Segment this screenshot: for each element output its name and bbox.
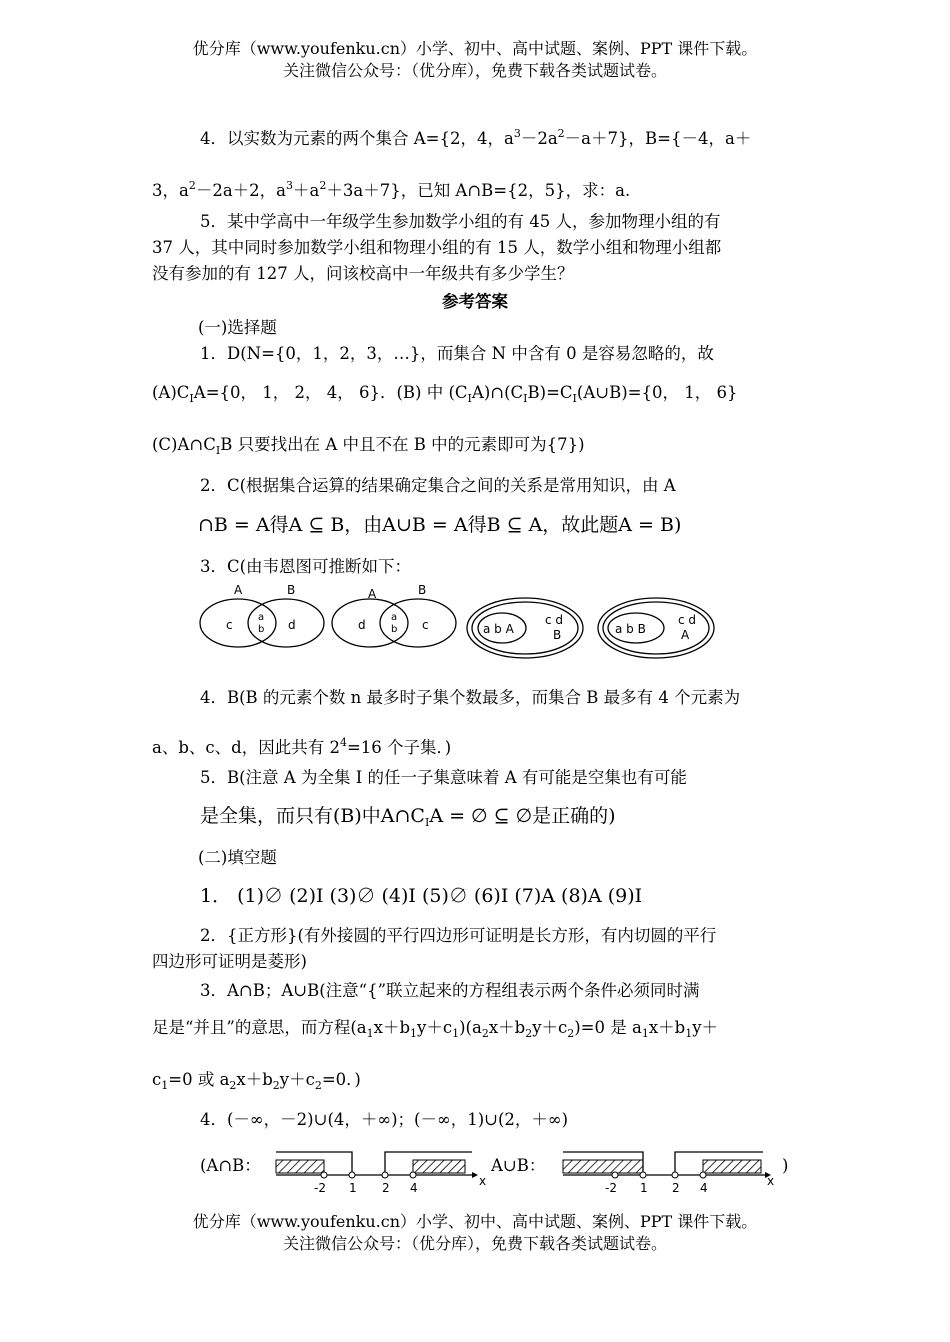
venn1-label-b: B <box>287 583 296 597</box>
intersection-label: (A∩B： <box>200 1156 261 1175</box>
answer-2-line-2: ∩B = A得A ⊆ B，由A∪B = A得B ⊆ A，故此题A = B) <box>198 514 682 536</box>
venn3-cd: c d <box>545 613 564 627</box>
venn2-label-a: A <box>368 587 377 601</box>
venn2-c: c <box>422 618 429 632</box>
shade-left <box>276 1160 324 1173</box>
answer-1-line-2: $(A)C_IA=\{0$， 1， 2， 4， 6}．(B) 中 $(C_IA)\cap(C_IB)=C_I(A\cup B)=\{0$， 1， 6} <box>152 383 738 405</box>
number-line-intersection <box>272 1145 487 1200</box>
venn1-a: a <box>258 612 265 623</box>
fill-answer-1: 1． (1)∅ (2)I (3)∅ (4)I (5)∅ (6)I (7)A (8)A (9)I <box>200 885 643 907</box>
tick-2: 2 <box>382 1181 390 1195</box>
question-4-line-2: 3，$a^2-2a+2$，$a^3+a^2+3a+7$}，已知 A∩B={2，5}，求：a. <box>152 179 631 200</box>
tick-1: 1 <box>349 1181 357 1195</box>
fill-answer-3-line-3: $c_1=0$ 或 $a_2x+b_2y+c_2=0$．) <box>152 1070 361 1092</box>
point-2 <box>382 1172 388 1178</box>
venn1-circle-b <box>248 599 324 647</box>
venn2-d: d <box>358 618 366 632</box>
fill-answer-4-line-1: 4．(－∞，－2)∪(4，＋∞)；(－∞，1)∪(2，＋∞) <box>200 1110 569 1129</box>
point-4 <box>410 1172 416 1178</box>
answer-4-line-2: a、b、c、d，因此共有 $2^4=16$ 个子集．) <box>152 736 452 757</box>
venn2-circle-a <box>332 599 408 647</box>
answer-5-line-2: 是全集，而只有(B)中$A\cap C_IA$ = ∅ ⊆ ∅是正确的) <box>200 805 616 829</box>
point-4 <box>700 1172 706 1178</box>
venn2-b: b <box>391 624 398 635</box>
point-neg2 <box>321 1172 327 1178</box>
tick-neg2: -2 <box>314 1181 326 1195</box>
fill-answer-3-line-2: 足是“并且”的意思，而方程$(a_1x+b_1y+c_1)(a_2x+b_2y+c_2)=0$ 是 $a_1x+b_1y+$ <box>152 1018 719 1040</box>
footer-line-1: 优分库（www.youfenku.cn）小学、初中、高中试题、案例、PPT 课件下载。 <box>192 1212 758 1231</box>
part2-title: (二)填空题 <box>198 848 277 867</box>
answer-3-line-1: 3．C(由韦恩图可推断如下： <box>200 557 412 576</box>
answer-1-line-3: $(C)A\cap C_IB$ 只要找出在 A 中且不在 B 中的元素即可为{7}) <box>152 435 585 457</box>
fill-answer-2-line-2: 四边形可证明是菱形) <box>152 952 307 971</box>
shade-right <box>703 1160 761 1173</box>
venn4 <box>593 596 723 662</box>
venn4-cd: c d <box>678 613 697 627</box>
venn2-circle-b <box>380 599 456 647</box>
shade-left <box>563 1160 643 1173</box>
question-5-line-3: 没有参加的有 127 人，问该校高中一年级共有多少学生？ <box>152 264 574 283</box>
venn1-b: b <box>258 624 265 635</box>
tick-4: 4 <box>700 1181 708 1195</box>
closing-paren: ) <box>782 1156 789 1175</box>
answers-title: 参考答案 <box>442 292 508 311</box>
question-5-line-2: 37 人，其中同时参加数学小组和物理小组的有 15 人，数学小组和物理小组都 <box>152 238 722 257</box>
number-line-union <box>553 1145 778 1200</box>
tick-2: 2 <box>672 1181 680 1195</box>
fill-answer-3-line-1: 3．A∩B；A∪B(注意“{”联立起来的方程组表示两个条件必须同时满 <box>200 981 700 1000</box>
venn1-c: c <box>226 618 233 632</box>
footer-line-2: 关注微信公众号：（优分库），免费下载各类试题试卷。 <box>282 1234 667 1253</box>
fill-answer-2-line-1: 2．{正方形}(有外接圆的平行四边形可证明是长方形，有内切圆的平行 <box>200 926 717 945</box>
answer-1-line-1: 1．D(N={0，1，2，3，…}，而集合 N 中含有 0 是容易忽略的，故 <box>200 344 714 363</box>
union-label: A∪B： <box>491 1156 546 1175</box>
axis-x-label: x <box>479 1174 487 1188</box>
venn1-d: d <box>288 618 296 632</box>
header-line-2: 关注微信公众号：（优分库），免费下载各类试题试卷。 <box>282 61 667 80</box>
axis-x-label: x <box>767 1174 775 1188</box>
tick-neg2: -2 <box>605 1181 617 1195</box>
question-4-line-1: 4．以实数为元素的两个集合 A={2，4，$a^3-2a^2-a+7$}，B={－4，a＋ <box>200 127 752 148</box>
tick-4: 4 <box>410 1181 418 1195</box>
venn3-inner-label: a b A <box>483 622 514 636</box>
venn3 <box>465 596 605 660</box>
venn2-a: a <box>391 612 398 623</box>
venn1-circle-a <box>200 599 276 647</box>
venn4-inner-label: a b B <box>615 622 646 636</box>
shade-right <box>413 1160 465 1173</box>
axis-arrow <box>472 1172 478 1178</box>
answer-2-line-1: 2．C(根据集合运算的结果确定集合之间的关系是常用知识，由 A <box>200 476 676 495</box>
answer-5-line-1: 5．B(注意 A 为全集 I 的任一子集意味着 A 有可能是空集也有可能 <box>200 768 687 787</box>
point-2 <box>672 1172 678 1178</box>
venn3-label-b: B <box>553 628 562 642</box>
question-5-line-1: 5．某中学高中一年级学生参加数学小组的有 45 人，参加物理小组的有 <box>200 212 721 231</box>
point-1 <box>349 1172 355 1178</box>
venn2-label-b: B <box>418 583 427 597</box>
point-neg2 <box>612 1172 618 1178</box>
header-line-1: 优分库（www.youfenku.cn）小学、初中、高中试题、案例、PPT 课件下载。 <box>192 39 758 58</box>
point-1 <box>640 1172 646 1178</box>
tick-1: 1 <box>640 1181 648 1195</box>
part1-title: (一)选择题 <box>198 318 277 337</box>
answer-4-line-1: 4．B(B 的元素个数 n 最多时子集个数最多，而集合 B 最多有 4 个元素为 <box>200 688 741 707</box>
venn1-label-a: A <box>234 583 243 597</box>
venn4-label-a: A <box>681 628 690 642</box>
